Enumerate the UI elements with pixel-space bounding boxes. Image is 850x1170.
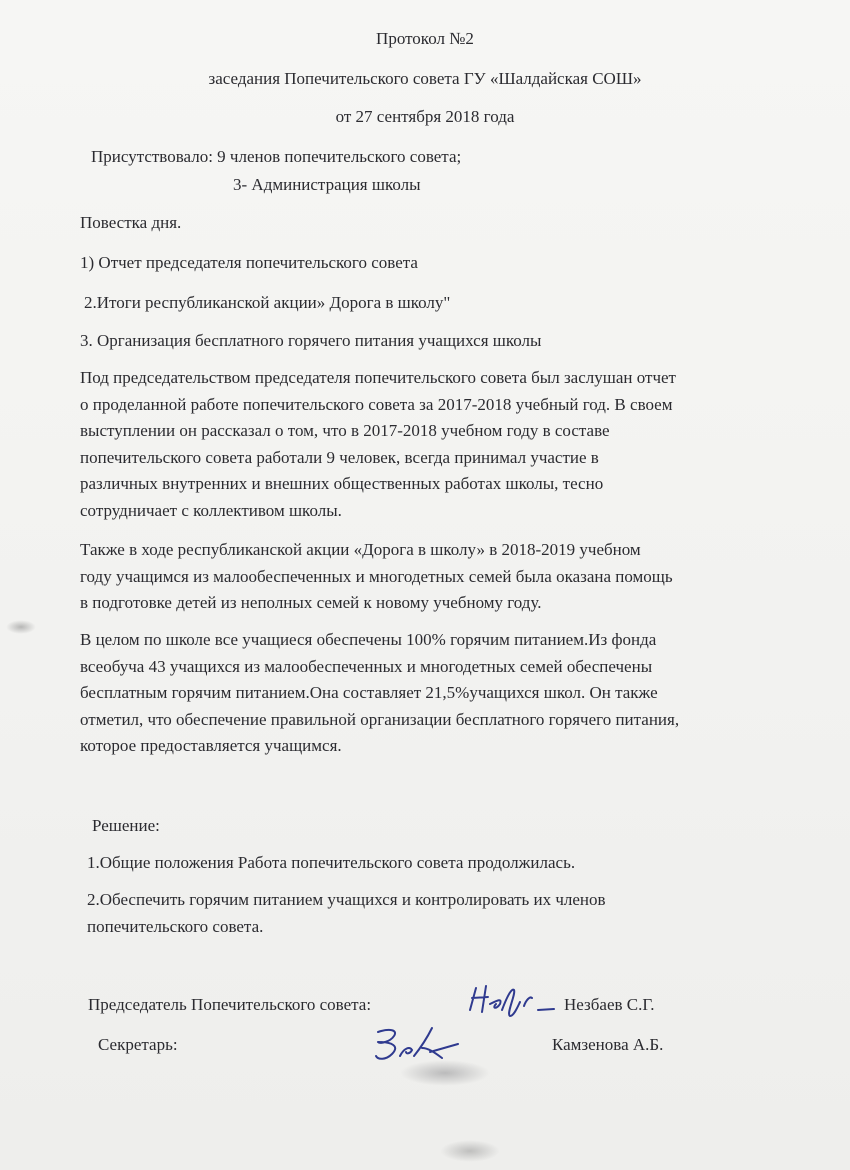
paragraph-line: отметил, что обеспечение правильной организации бесплатного горячего питания, [80, 709, 680, 729]
scan-smudge [440, 1140, 500, 1162]
paragraph-line: году учащимся из малообеспеченных и многодетных семей была оказана помощь [80, 566, 673, 586]
agenda-item-1: 1) Отчет председателя попечительского совета [80, 253, 418, 272]
paragraph-line: сотрудничает с коллективом школы. [80, 500, 342, 520]
paragraph-line: Под председательством председателя попечительского совета был заслушан отчет [80, 368, 676, 387]
secretary-signature [372, 1022, 462, 1068]
paragraph-line: бесплатным горячим питанием.Она составляет 21,5%учащихся школ. Он также [80, 683, 658, 703]
decision-heading: Решение: [92, 816, 160, 835]
paragraph-line: о проделанной работе попечительского совета за 2017-2018 учебный год. В своем [80, 394, 673, 414]
agenda-item-2: 2.Итоги республиканской акции» Дорога в школу" [84, 293, 451, 312]
paragraph-line: которое предоставляется учащимся. [80, 736, 342, 756]
attendance-line-1: Присутствовало: 9 членов попечительского совета; [91, 147, 462, 166]
paragraph-line: попечительского совета работали 9 человек, всегда принимал участие в [80, 447, 599, 467]
document-date: от 27 сентября 2018 года [335, 107, 515, 126]
secretary-role-label: Секретарь: [98, 1035, 178, 1054]
paragraph-line: различных внутренних и внешних общественных работах школы, тесно [80, 474, 604, 494]
paragraph-line: всеобуча 43 учащихся из малообеспеченных и многодетных семей обеспечены [80, 656, 653, 676]
report-paragraph-2 [80, 537, 760, 617]
paragraph-line: выступлении он рассказал о том, что в 2017-2018 учебном году в составе [80, 421, 610, 441]
decision-item-1: 1.Общие положения Работа попечительского совета продолжилась. [87, 853, 576, 872]
document-subtitle: заседания Попечительского совета ГУ «Шалдайская СОШ» [208, 69, 642, 88]
report-paragraph-3 [80, 627, 760, 760]
paragraph-line: 2.Обеспечить горячим питанием учащихся и контролировать их членов [87, 890, 606, 909]
paragraph-line: попечительского совета. [87, 916, 264, 936]
chair-name: Незбаев С.Г. [564, 995, 655, 1014]
paragraph-line: в подготовке детей из неполных семей к новому учебному году. [80, 593, 542, 613]
chair-signature [462, 980, 557, 1024]
scan-smudge [6, 620, 36, 634]
document-title: Протокол №2 [376, 29, 474, 48]
decision-item-2 [87, 887, 767, 940]
chair-role-label: Председатель Попечительского совета: [88, 995, 372, 1014]
attendance-line-2: 3- Администрация школы [233, 175, 421, 194]
agenda-item-3: 3. Организация бесплатного горячего питания учащихся школы [80, 331, 542, 350]
report-paragraph-1 [80, 365, 760, 525]
paragraph-line: Также в ходе республиканской акции «Дорога в школу» в 2018-2019 учебном [80, 540, 641, 559]
paragraph-line: В целом по школе все учащиеся обеспечены 100% горячим питанием.Из фонда [80, 630, 657, 649]
secretary-name: Камзенова А.Б. [552, 1035, 664, 1054]
agenda-heading: Повестка дня. [80, 213, 182, 232]
